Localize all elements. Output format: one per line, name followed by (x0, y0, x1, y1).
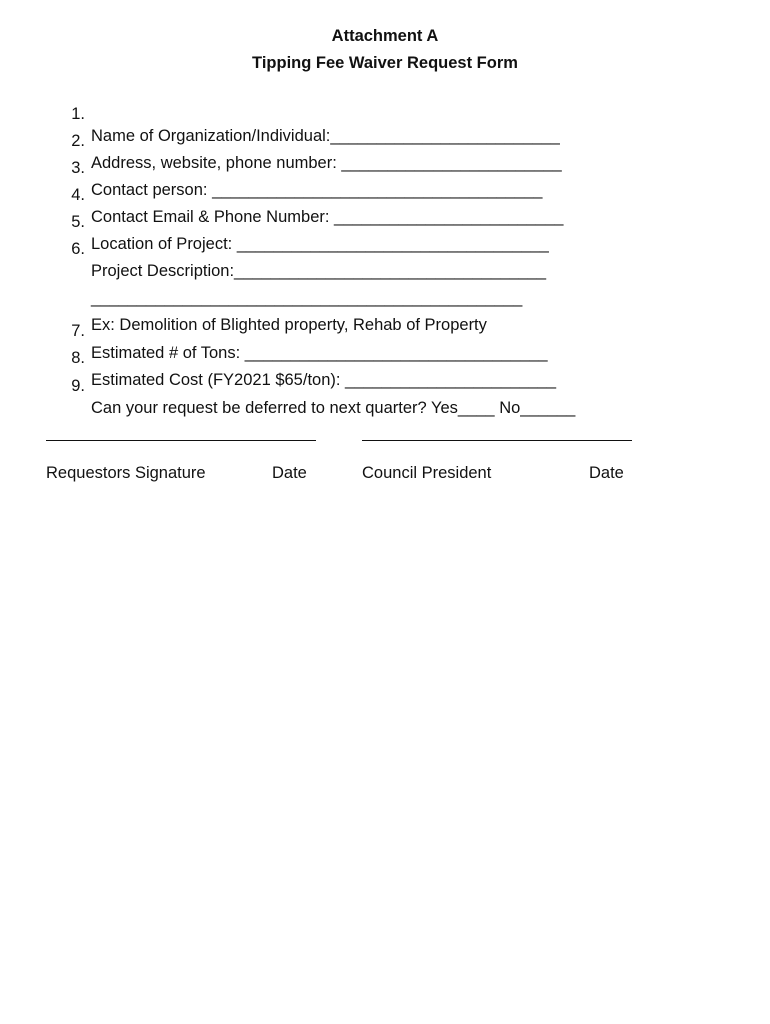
field-label: Contact person: ____________________________________ (91, 181, 543, 199)
council-president-signature-line[interactable] (362, 440, 632, 441)
example-text: Ex: Demolition of Blighted property, Rehab of Property (91, 316, 487, 334)
field-label: Can your request be deferred to next quarter? Yes____ No______ (91, 399, 576, 417)
item-number: 2. (71, 132, 85, 150)
item-number: 7. (71, 322, 85, 340)
item-number: 9. (71, 377, 85, 395)
requestor-date-label: Date (272, 464, 307, 482)
field-organization-name[interactable] (0, 81, 560, 145)
council-date-label: Date (589, 464, 624, 482)
item-number: 8. (71, 349, 85, 367)
requestor-signature-label: Requestors Signature (46, 464, 206, 482)
field-label: Estimated # of Tons: _________________________________ (91, 344, 548, 362)
form-title: Tipping Fee Waiver Request Form (252, 54, 518, 72)
item-number: 4. (71, 186, 85, 204)
council-president-label: Council President (362, 464, 492, 482)
item-number: 1. (71, 105, 85, 123)
field-label: Project Description:__________________________________ (91, 262, 547, 280)
field-label: Location of Project: __________________________________ (91, 235, 549, 253)
field-label: Name of Organization/Individual:_________________________ (91, 127, 560, 145)
field-label: Address, website, phone number: ________________________ (91, 154, 562, 172)
field-label: Estimated Cost (FY2021 $65/ton): _______________________ (91, 371, 557, 389)
item-number: 3. (71, 159, 85, 177)
attachment-heading: Attachment A (331, 27, 439, 45)
requestor-signature-line[interactable] (46, 440, 316, 441)
field-label: Contact Email & Phone Number: _________________________ (91, 208, 564, 226)
field-blank-line: _______________________________________________ (91, 289, 523, 307)
item-number: 5. (71, 213, 85, 231)
project-description-example (0, 270, 487, 334)
item-number: 6. (71, 240, 85, 258)
